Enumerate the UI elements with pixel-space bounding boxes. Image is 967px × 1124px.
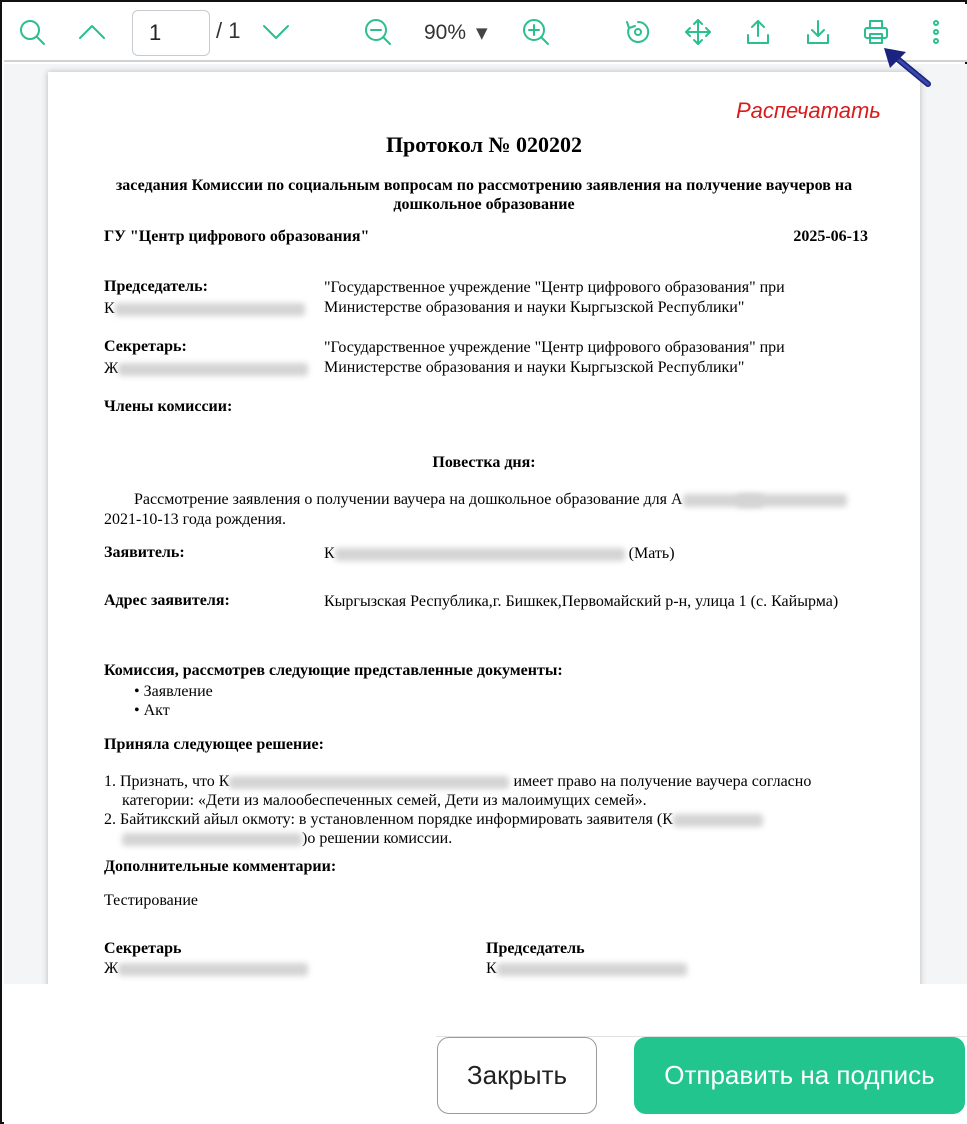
page-total: / 1 <box>216 18 241 43</box>
comments-value: Тестирование <box>104 892 198 909</box>
rotate-icon[interactable] <box>618 12 658 52</box>
agenda-title: Повестка дня: <box>432 454 536 471</box>
applicant-label: Заявитель: <box>104 544 185 561</box>
sign-chairman-label: Председатель <box>486 940 585 957</box>
print-annotation-label: Распечатать <box>736 98 881 123</box>
page-number-input[interactable]: 1 <box>132 10 210 56</box>
chevron-up-icon[interactable] <box>72 12 112 52</box>
address-label: Адрес заявителя: <box>104 592 230 609</box>
members-label: Члены комиссии: <box>104 398 233 415</box>
document-date: 2025-06-13 <box>793 228 868 245</box>
download-icon[interactable] <box>798 12 838 52</box>
decision-item: 2. Байтикский айыл окмоту: в установленном порядке информировать заявителя (К )о решении комиссии. <box>104 810 864 848</box>
chairman-name: К <box>104 300 305 318</box>
document-page <box>48 72 920 984</box>
dialog-footer <box>4 984 967 1124</box>
zoom-in-icon[interactable] <box>516 12 556 52</box>
chevron-down-icon[interactable] <box>256 12 296 52</box>
chairman-label: Председатель: <box>104 278 208 295</box>
decision-label: Приняла следующее решение: <box>104 736 324 753</box>
secretary-org: "Государственное учреждение "Центр цифрового образования" при Министерстве образования и науки Кыргызской Республики" <box>324 339 785 376</box>
pointer-arrow-icon <box>880 44 932 88</box>
close-button[interactable]: Закрыть <box>437 1037 597 1114</box>
list-item: • Заявление <box>134 682 213 701</box>
sign-secretary-label: Секретарь <box>104 940 182 957</box>
sign-secretary-name: Ж <box>104 960 308 978</box>
secretary-name: Ж <box>104 360 308 378</box>
sign-chairman-name: К <box>486 960 687 978</box>
address-value: Кыргызская Республика,г. Бишкек,Первомайский р-н, улица 1 (с. Кайырма) <box>324 593 839 610</box>
zoom-select[interactable]: 90% <box>424 21 467 44</box>
decision-item: 1. Признать, что К имеет право на получение ваучера согласно категории: «Дети из малообеспеченных семей, Дети из малоимущих семей». <box>104 773 812 809</box>
secretary-label: Секретарь: <box>104 338 187 355</box>
chairman-org: "Государственное учреждение "Центр цифрового образования" при Министерстве образования и науки Кыргызской Республики" <box>324 279 785 316</box>
documents-list <box>134 682 213 720</box>
pdf-toolbar <box>4 4 967 62</box>
decisions-list <box>104 772 864 848</box>
document-viewer[interactable] <box>4 64 967 984</box>
upload-icon[interactable] <box>738 12 778 52</box>
zoom-out-icon[interactable] <box>358 12 398 52</box>
move-icon[interactable] <box>678 12 718 52</box>
documents-label: Комиссия, рассмотрев следующие представленные документы: <box>104 662 563 679</box>
organization-name: ГУ "Центр цифрового образования" <box>104 228 370 245</box>
document-subtitle: заседания Комиссии по социальным вопросам по рассмотрению заявления на получение ваучеров на дошкольное образование <box>115 177 853 213</box>
document-title: Протокол № 020202 <box>385 132 583 157</box>
search-icon[interactable] <box>12 12 52 52</box>
caret-down-icon[interactable]: ▼ <box>476 24 488 42</box>
comments-label: Дополнительные комментарии: <box>104 858 337 875</box>
list-item: • Акт <box>134 701 213 720</box>
send-for-signature-button[interactable]: Отправить на подпись <box>634 1037 965 1114</box>
agenda-text: Рассмотрение заявления о получении ваучера на дошкольное образование для А 2021-10-13 года рождения. <box>104 490 864 530</box>
applicant-value: К (Мать) <box>324 545 675 562</box>
